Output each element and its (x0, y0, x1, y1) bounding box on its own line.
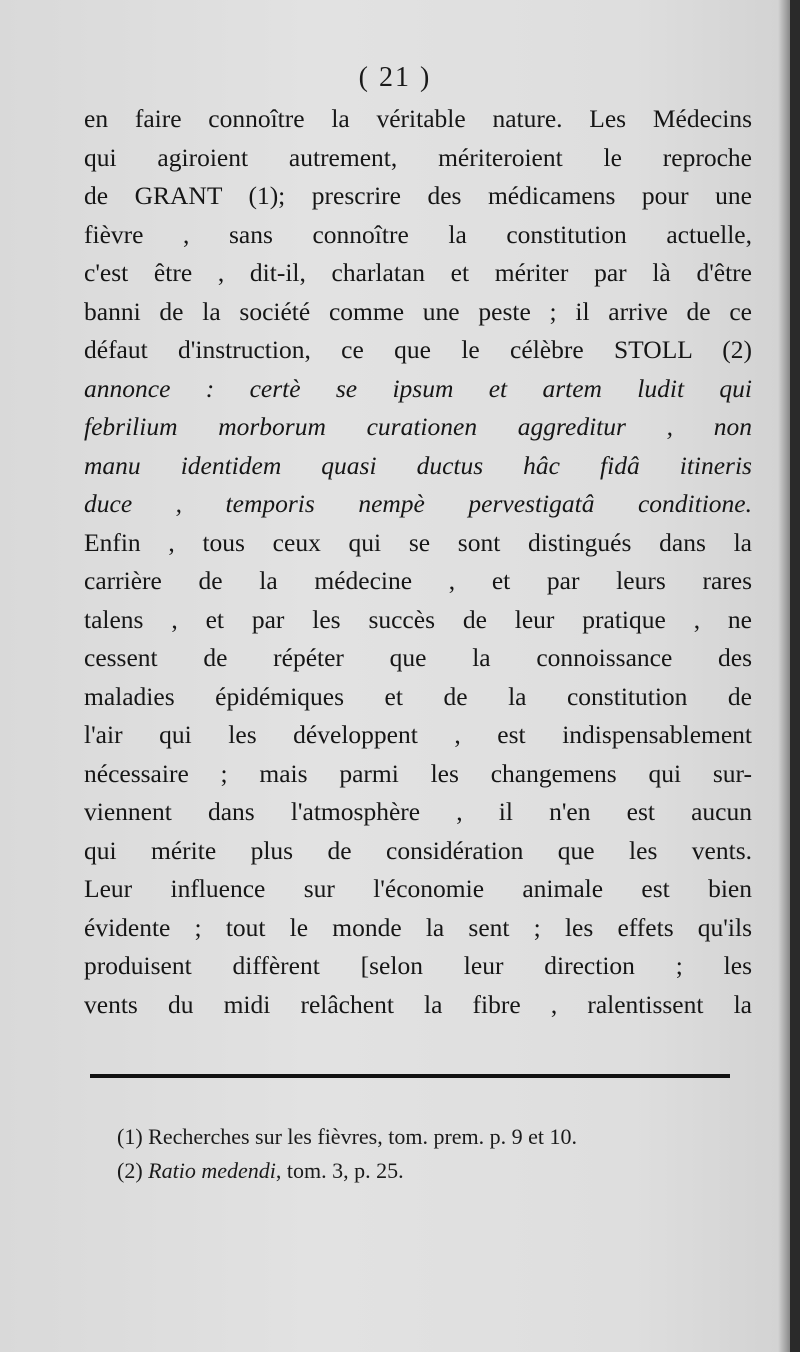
text-line: qui agiroient autrement, mériteroient le reproche (84, 142, 752, 172)
body-text (84, 100, 752, 1024)
footnote-mark: (2) (117, 1158, 149, 1183)
text-line: talens , et par les succès de leur pratique , ne (84, 604, 752, 634)
text-line: febrilium morborum curationen aggreditur , non (84, 412, 752, 441)
text-line: de GRANT (1); prescrire des médicamens pour une (84, 181, 752, 210)
text-line: banni de la société comme une peste ; il arrive de ce (84, 296, 752, 326)
text-line: c'est être , dit-il, charlatan et mériter par là d'être (84, 258, 752, 287)
text-line: en faire connoître la véritable nature. Les Médecins (84, 104, 752, 133)
text-line: évidente ; tout le monde la sent ; les effets qu'ils (84, 912, 752, 942)
text-line: vents du midi relâchent la fibre , ralentissent la (84, 989, 752, 1019)
text-line: produisent diffèrent [selon leur direction ; les (84, 951, 752, 980)
text-line: nécessaire ; mais parmi les changemens qui sur- (84, 758, 752, 788)
footnote-mark: (1) (117, 1124, 149, 1149)
page-edge-shadow (778, 0, 790, 1352)
footnote-rule (90, 1074, 730, 1078)
footnote (117, 1120, 757, 1154)
text-line: duce , temporis nempè pervestigatâ conditione. (84, 489, 752, 518)
text-line: défaut d'instruction, ce que le célèbre STOLL (2) (84, 335, 752, 364)
text-line: manu identidem quasi ductus hâc fidâ itineris (84, 450, 752, 480)
footnote-text: Recherches sur les fièvres, tom. prem. p. 9 et 10. (148, 1124, 578, 1149)
footnote (117, 1154, 757, 1188)
text-line: fièvre , sans connoître la constitution actuelle, (84, 219, 752, 249)
page-number: ( 21 ) (358, 62, 432, 93)
text-line: l'air qui les développent , est indispensablement (84, 720, 752, 749)
text-line: viennent dans l'atmosphère , il n'en est aucun (84, 797, 752, 826)
footnote-text: , tom. 3, p. 25. (275, 1158, 404, 1183)
text-line: cessent de répéter que la connoissance des (84, 643, 752, 672)
text-line: Leur influence sur l'économie animale est bien (84, 874, 752, 903)
footnote-title: Ratio medendi (148, 1158, 276, 1183)
text-line: maladies épidémiques et de la constitution de (84, 681, 752, 711)
footnotes (117, 1120, 757, 1188)
text-line: carrière de la médecine , et par leurs rares (84, 566, 752, 595)
text-line: Enfin , tous ceux qui se sont distingués dans la (84, 527, 752, 557)
text-line: annonce : certè se ipsum et artem ludit qui (84, 373, 752, 403)
text-line: qui mérite plus de considération que les vents. (84, 835, 752, 865)
